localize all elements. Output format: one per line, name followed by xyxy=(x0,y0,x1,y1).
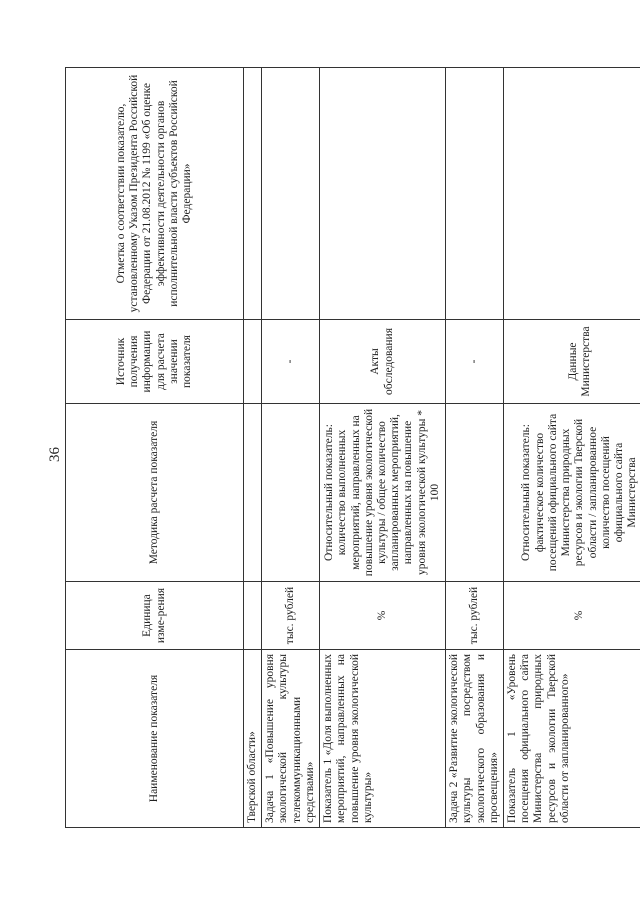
table-row xyxy=(320,68,446,828)
row-method xyxy=(244,404,262,582)
row-method xyxy=(262,404,320,582)
row-name: Задача 2 «Развитие экологической культуры посредством экологического образования и просвещения» xyxy=(446,650,504,828)
row-mark xyxy=(320,68,446,320)
row-name: Показатель 1 «Доля выполненных мероприятий, направленных на повышение уровня экологической культуры» xyxy=(320,650,446,828)
row-mark xyxy=(262,68,320,320)
row-mark xyxy=(244,68,262,320)
table-row xyxy=(446,68,504,828)
row-method: Относительный показатель: количество выполненных мероприятий, направленных на повышение уровня экологической культуры / общее количество запланированных мероприятий, направленных на повышение уровня экологической культуры * 100 xyxy=(320,404,446,582)
row-name: Задача 1 «Повышение уровня экологической культуры телекоммуникационными средствами» xyxy=(262,650,320,828)
row-source: - xyxy=(446,320,504,404)
row-source: Данные Министерства xyxy=(503,320,640,404)
row-unit: % xyxy=(320,582,446,650)
table-row xyxy=(503,68,640,828)
row-mark xyxy=(446,68,504,320)
header-unit: Единица изме-рения xyxy=(66,582,244,650)
row-unit: % xyxy=(503,582,640,650)
header-method: Методика расчета показателя xyxy=(66,404,244,582)
header-name: Наименование показателя xyxy=(66,650,244,828)
row-source xyxy=(244,320,262,404)
header-mark: Отметка о соответствии показателю, установленному Указом Президента Российской Федерации от 21.08.2012 № 1199 «Об оценке эффективности деятельности органов исполнительной власти субъектов Российской Федерации» xyxy=(66,68,244,320)
row-name: Тверской области» xyxy=(244,650,262,828)
row-method: Относительный показатель: фактическое количество посещений официального сайта Министерства природных ресурсов и экологии Тверской области / запланированное количество посещений официального сайта Министерства xyxy=(503,404,640,582)
row-mark xyxy=(503,68,640,320)
row-source: - xyxy=(262,320,320,404)
header-row xyxy=(66,68,244,828)
table-row xyxy=(244,68,262,828)
row-source: Акты обследования xyxy=(320,320,446,404)
row-unit: тыс. рублей xyxy=(446,582,504,650)
row-method xyxy=(446,404,504,582)
row-unit: тыс. рублей xyxy=(262,582,320,650)
table-row xyxy=(262,68,320,828)
indicators-table xyxy=(65,67,640,828)
page-number: 36 xyxy=(47,447,63,462)
rotated-table-sheet xyxy=(65,68,640,828)
row-unit xyxy=(244,582,262,650)
header-source: Источник получения информации для расчета значении показателя xyxy=(66,320,244,404)
row-name: Показатель 1 «Уровень посещения официального сайта Министерства природных ресурсов и экологии Тверской области от запланированного» xyxy=(503,650,640,828)
